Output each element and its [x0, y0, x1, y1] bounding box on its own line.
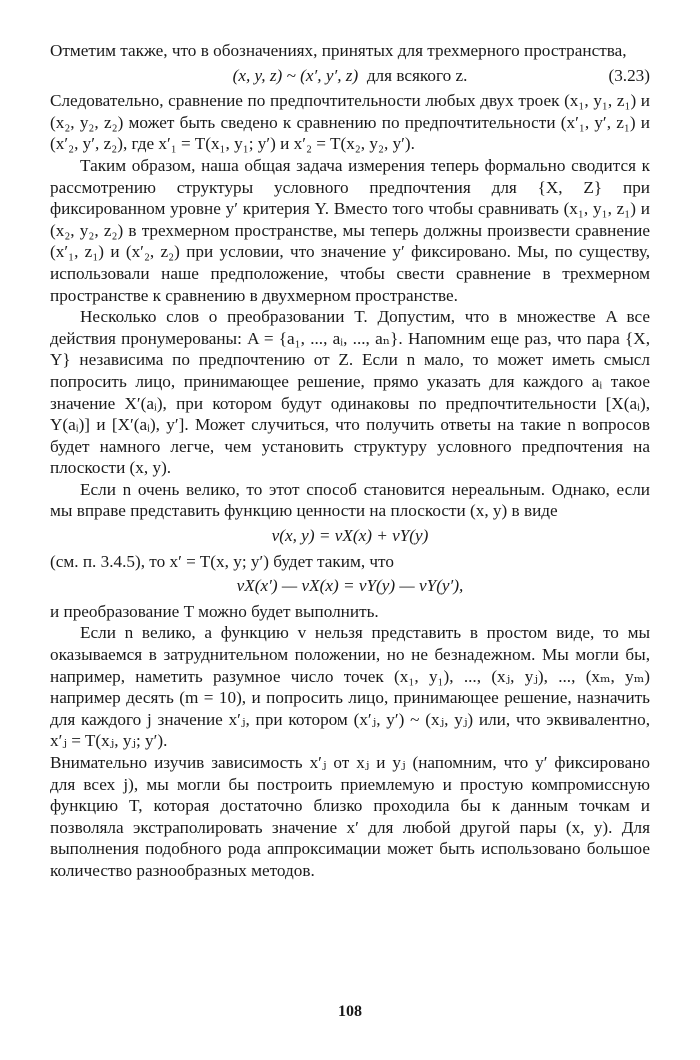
equation-3-23 [50, 65, 650, 87]
equation-transform-formula: vX(x′) — vX(x) = vY(y) — vY(y′), [236, 576, 464, 596]
equation-value-function-formula: v(x, y) = vX(x) + vY(y) [271, 526, 429, 546]
equation-3-23-formula: (x, y, z) ~ (x′, y′, z) [232, 65, 359, 85]
equation-number: (3.23) [608, 65, 650, 85]
page-number: 108 [338, 1003, 362, 1020]
paragraph-5: Если n очень велико, то этот способ становится нереальным. Однако, если мы вправе представить функцию ценности на плоскости (x, y) в виде [50, 479, 650, 521]
paragraph-7: и преобразование T можно будет выполнить. [50, 601, 379, 621]
paragraph-6: (см. п. 3.4.5), то x′ = T(x, y; y′) будет таким, что [50, 551, 394, 571]
equation-value-function [50, 525, 650, 547]
paragraph-4: Несколько слов о преобразовании T. Допустим, что в множестве A все действия пронумерованы: A = {a₁, ..., aᵢ, ..., aₙ}. Напомним еще раз, что пара {X, Y} независима по предпочтению от Z. Если n мало, то может иметь смысл попросить лицо, принимающее решение, прямо указать для каждого aᵢ такое значение X′(aᵢ), при котором будут одинаковы по предпочтительности [X(aᵢ), Y(aᵢ)] и [X′(aᵢ), y′]. Может случиться, что получить ответы на такие n вопросов будет намного легче, чем установить структуру условного предпочтения на плоскости (x, y). [50, 307, 650, 478]
page-body [50, 40, 650, 882]
paragraph-1: Отметим также, что в обозначениях, принятых для трехмерного пространства, [50, 41, 627, 60]
equation-3-23-condition: для всякого z. [366, 65, 468, 85]
paragraph-3: Таким образом, наша общая задача измерения теперь формально сводится к рассмотрению структуры условного предпочтения для {X, Z} при фиксированном уровне y′ критерия Y. Вместо того чтобы сравнивать (x₁, y₁, z₁) и (x₂, y₂, z₂) в трехмерном пространстве, мы теперь должны произвести сравнение (x′₁, z₁) и (x′₂, z₂) при условии, что значение y′ фиксировано. Мы, по существу, использовали наше предположение, чтобы свести сравнение в трехмерном пространстве к сравнению в двухмерном пространстве. [50, 155, 650, 305]
paragraph-2: Следовательно, сравнение по предпочтительности любых двух троек (x₁, y₁, z₁) и (x₂, y₂, z₂) может быть сведено к сравнению по предпочтительности (x′₁, y′, z₁) и (x′₂, y′, z₂), где x′₁ = T(x₁, y₁; y′) и x′₂ = T(x₂, y₂, y′). [50, 91, 650, 154]
equation-transform [50, 575, 650, 597]
paragraph-8: Если n велико, а функцию v нельзя представить в простом виде, то мы оказываемся в затруднительном положении, но не безнадежном. Мы могли бы, например, наметить разумное число точек (x₁, y₁), ..., (xⱼ, yⱼ), ..., (xₘ, yₘ) например десять (m = 10), и попросить лицо, принимающее решение, назначить для каждого j значение x′ⱼ, при котором (x′ⱼ, y′) ~ (xⱼ, yⱼ) или, что эквивалентно, x′ⱼ = T(xⱼ, yⱼ; y′). [50, 623, 650, 751]
paragraph-9: Внимательно изучив зависимость x′ⱼ от xⱼ и yⱼ (напомним, что y′ фиксировано для всех j), мы могли бы построить приемлемую и простую компромиссную функцию T, которая достаточно близко проходила бы к данным точкам и позволяла экстраполировать значение x′ для любой другой пары (x, y). Для выполнения подобного рода аппроксимации может быть использовано большое количество разнообразных методов. [50, 753, 650, 880]
